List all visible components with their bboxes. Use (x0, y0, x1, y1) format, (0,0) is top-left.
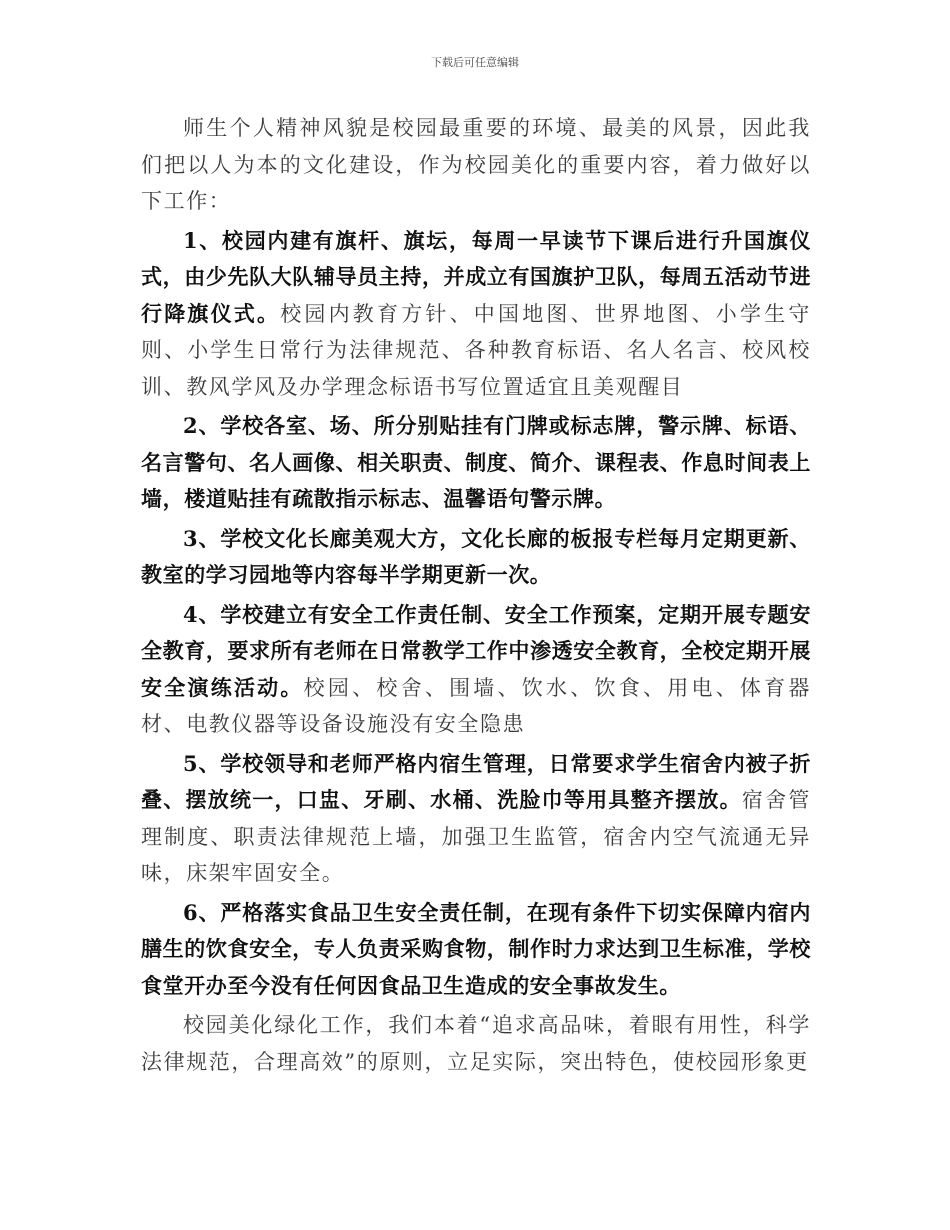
document-body (141, 110, 811, 1083)
paragraph-intro (141, 110, 811, 220)
paragraph-item-1 (141, 223, 811, 406)
paragraph-bold-text: 4、学校建立有安全工作责任制、安全工作预案，定期开展专题安全教育，要求所有老师在日常教学工作中渗透安全教育，全校定期开展安全演练活动。 (141, 601, 811, 700)
paragraph-text: 师生个人精神风貌是校园最重要的环境、最美的风景，因此我们把以人为本的文化建设，作为校园美化的重要内容，着力做好以下工作： (141, 116, 811, 213)
paragraph-item-4 (141, 597, 811, 743)
paragraph-text: 校园、校舍、围墙、饮水、饮食、用电、体育器材、电教仪器等设备设施没有安全隐患 (141, 675, 811, 736)
page-header: 下载后可任意编辑 (431, 56, 519, 69)
paragraph-text: 宿舍管理制度、职责法律规范上墙，加强卫生监管，宿舍内空气流通无异味，床架牢固安全。 (141, 788, 811, 885)
paragraph-bold-text: 5、学校领导和老师严格内宿生管理，日常要求学生宿舍内被子折叠、摆放统一，口盅、牙刷、水桶、洗脸巾等用具整齐摆放。 (141, 750, 811, 812)
paragraph-bold-text: 1、校园内建有旗杆、旗坛，每周一早读节下课后进行升国旗仪式，由少先队大队辅导员主持，并成立有国旗护卫队，每周五活动节进行降旗仪式。 (141, 227, 811, 326)
paragraph-text: 校园内教育方针、中国地图、世界地图、小学生守则、小学生日常行为法律规范、各种教育标语、名人名言、校风校训、教风学风及办学理念标语书写位置适宜且美观醒目 (141, 301, 811, 399)
paragraph-greening (141, 1007, 811, 1080)
paragraph-item-3 (141, 521, 811, 594)
paragraph-item-6 (141, 895, 811, 1005)
paragraph-item-2 (141, 408, 811, 518)
paragraph-bold-text: 3、学校文化长廊美观大方，文化长廊的板报专栏每月定期更新、教室的学习园地等内容每半学期更新一次。 (141, 525, 811, 587)
paragraph-bold-text: 2、学校各室、场、所分别贴挂有门牌或标志牌，警示牌、标语、名言警句、名人画像、相关职责、制度、简介、课程表、作息时间表上墙，楼道贴挂有疏散指示标志、温馨语句警示牌。 (141, 413, 811, 511)
paragraph-bold-text: 6、严格落实食品卫生安全责任制，在现有条件下切实保障内宿内膳生的饮食安全，专人负责采购食物，制作时力求达到卫生标准，学校食堂开办至今没有任何因食品卫生造成的安全事故发生。 (141, 899, 811, 998)
paragraph-item-5 (141, 746, 811, 892)
paragraph-text: 校园美化绿化工作，我们本着“追求高品味，着眼有用性，科学法律规范，合理高效”的原则，立足实际，突出特色，使校园形象更 (141, 1013, 811, 1074)
